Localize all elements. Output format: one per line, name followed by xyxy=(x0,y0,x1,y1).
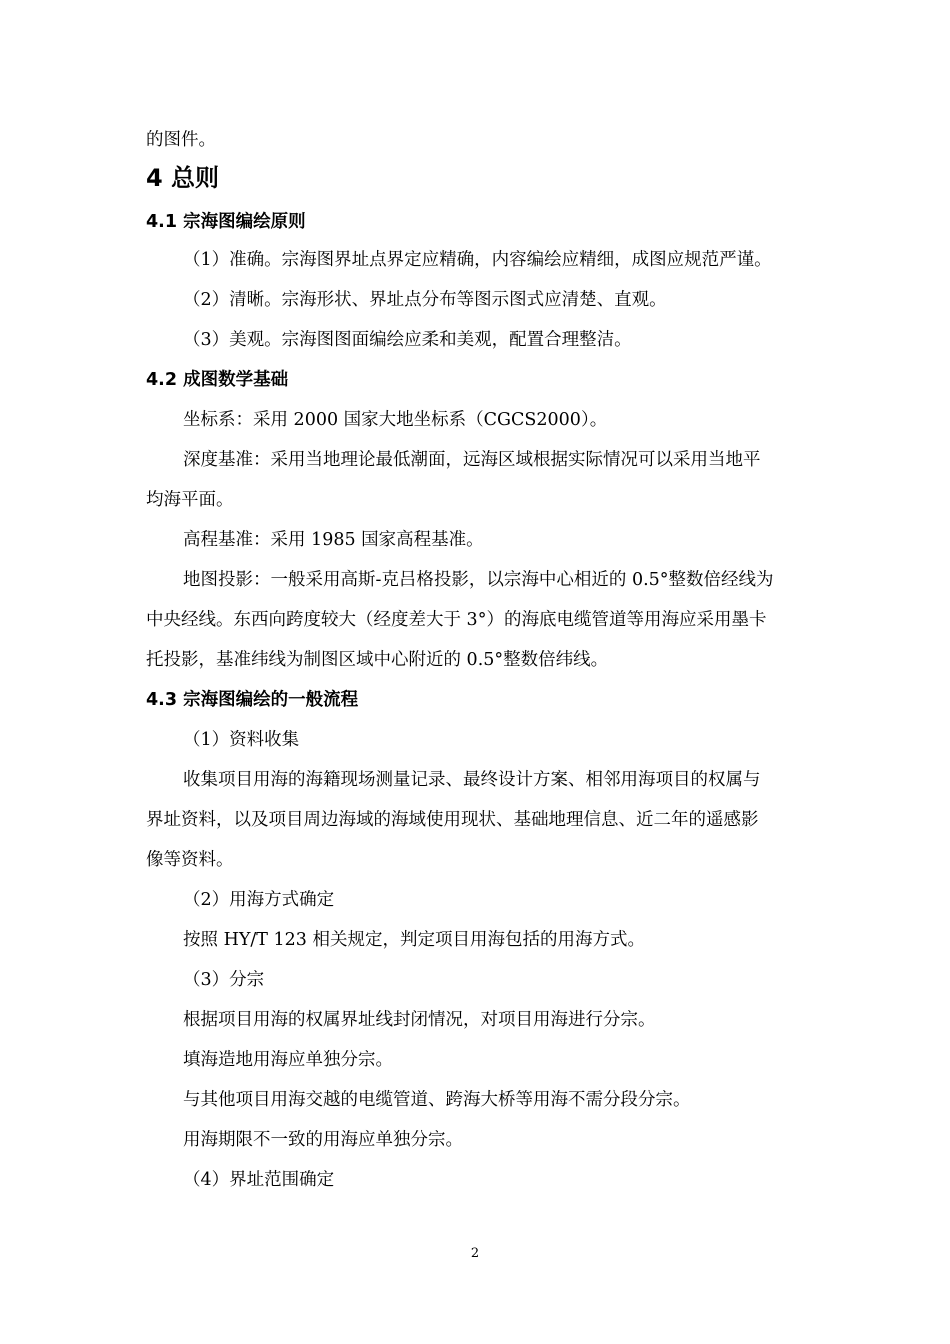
subsection-heading-4-1: 4.1 宗海图编绘原则 xyxy=(146,212,306,232)
paragraph: 收集项目用海的海籍现场测量记录、最终设计方案、相邻用海项目的权属与 xyxy=(183,770,761,790)
paragraph-line: 均海平面。 xyxy=(146,490,234,510)
page-number: 2 xyxy=(470,1246,480,1261)
subsection-heading-4-2: 4.2 成图数学基础 xyxy=(146,370,289,390)
subsection-heading-4-3: 4.3 宗海图编绘的一般流程 xyxy=(146,690,359,710)
paragraph: 深度基准：采用当地理论最低潮面，远海区域根据实际情况可以采用当地平 xyxy=(183,450,761,470)
paragraph-continuation: 的图件。 xyxy=(146,130,216,150)
paragraph-line: 像等资料。 xyxy=(146,850,234,870)
paragraph: 坐标系：采用 2000 国家大地坐标系（CGCS2000）。 xyxy=(183,410,608,430)
paragraph: （3）美观。宗海图图面编绘应柔和美观，配置合理整洁。 xyxy=(183,330,632,350)
paragraph: （2）用海方式确定 xyxy=(183,890,335,910)
paragraph-line: 托投影，基准纬线为制图区域中心附近的 0.5°整数倍纬线。 xyxy=(146,650,609,670)
paragraph: 地图投影：一般采用高斯-克吕格投影，以宗海中心相近的 0.5°整数倍经线为 xyxy=(183,570,774,590)
paragraph: 按照 HY/T 123 相关规定，判定项目用海包括的用海方式。 xyxy=(183,930,645,950)
paragraph: 填海造地用海应单独分宗。 xyxy=(183,1050,393,1070)
paragraph: （1）资料收集 xyxy=(183,730,300,750)
paragraph-line: 界址资料，以及项目周边海域的海域使用现状、基础地理信息、近二年的遥感影 xyxy=(146,810,759,830)
paragraph: 与其他项目用海交越的电缆管道、跨海大桥等用海不需分段分宗。 xyxy=(183,1090,691,1110)
paragraph: （4）界址范围确定 xyxy=(183,1170,335,1190)
section-heading-4: 4 总则 xyxy=(146,164,220,192)
paragraph: 用海期限不一致的用海应单独分宗。 xyxy=(183,1130,463,1150)
paragraph: 高程基准：采用 1985 国家高程基准。 xyxy=(183,530,484,550)
paragraph: （1）准确。宗海图界址点界定应精确，内容编绘应精细，成图应规范严谨。 xyxy=(183,250,772,270)
paragraph: 根据项目用海的权属界址线封闭情况，对项目用海进行分宗。 xyxy=(183,1010,656,1030)
paragraph: （2）清晰。宗海形状、界址点分布等图示图式应清楚、直观。 xyxy=(183,290,667,310)
paragraph-line: 中央经线。东西向跨度较大（经度差大于 3°）的海底电缆管道等用海应采用墨卡 xyxy=(146,610,767,630)
paragraph: （3）分宗 xyxy=(183,970,265,990)
